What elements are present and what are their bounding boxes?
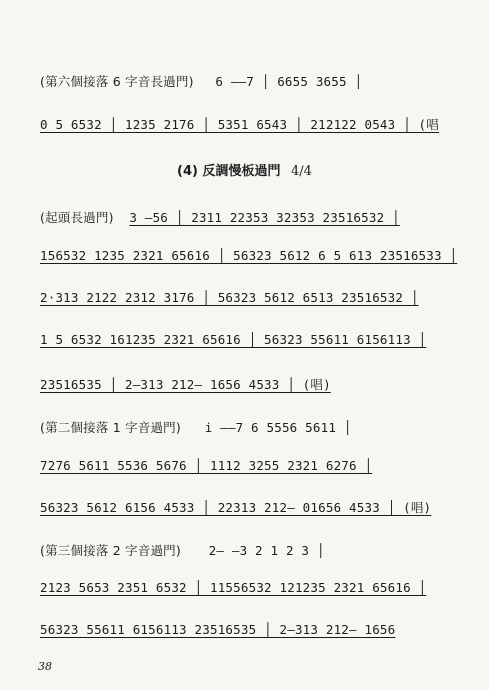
heading-meter: 4/4 (291, 164, 312, 179)
line-notes: 56323 5612 6156 4533 │ 22313 212— 01656 4533 │ (唱) (40, 500, 432, 515)
score-line-1 (40, 72, 440, 90)
section-heading (0, 160, 489, 179)
line-notes: 23516535 │ 2—313 212— 1656 4533 │ (唱) (40, 377, 331, 392)
line-notes: 2·313 2122 2312 3176 │ 56323 5612 6513 23516532 │ (40, 290, 419, 305)
line-lead: (第六個接落 6 字音長過門) (40, 74, 194, 89)
page-number: 38 (38, 660, 52, 673)
line-lead: (起頭長過門) (40, 210, 114, 225)
score-line-3 (40, 208, 440, 226)
line-lead: (第三個接落 2 字音過門) (40, 543, 181, 558)
line-notes: 56323 55611 6156113 23516535 │ 2—313 212— 1656 (40, 622, 396, 637)
line-notes: 2— —3 2 1 2 3 │ (208, 543, 325, 558)
score-line-12 (40, 580, 440, 595)
score-line-4 (40, 248, 458, 263)
heading-label: (4) 反調慢板過門 (177, 164, 281, 179)
line-notes: i ——7 6 5556 5611 │ (204, 420, 352, 435)
line-notes: 3 —56 │ 2311 22353 32353 23516532 │ (129, 210, 400, 225)
score-line-11 (40, 541, 440, 559)
score-line-13 (40, 622, 440, 637)
score-line-7 (40, 375, 440, 393)
score-line-10 (40, 498, 440, 516)
line-notes: 7276 5611 5536 5676 │ 1112 3255 2321 6276 │ (40, 458, 373, 473)
line-notes: 0 5 6532 │ 1235 2176 │ 5351 6543 │ 212122 0543 │ (唱 (40, 117, 439, 132)
score-line-2 (40, 115, 440, 133)
score-line-5 (40, 290, 440, 305)
score-line-6 (40, 332, 440, 347)
score-line-8 (40, 418, 440, 436)
score-line-9 (40, 458, 440, 473)
line-lead: (第二個接落 1 字音過門) (40, 420, 181, 435)
line-notes: 2123 5653 2351 6532 │ 11556532 121235 2321 65616 │ (40, 580, 427, 595)
line-notes: 156532 1235 2321 65616 │ 56323 5612 6 5 613 23516533 │ (40, 248, 458, 263)
line-notes: 1 5 6532 161235 2321 65616 │ 56323 55611 6156113 │ (40, 332, 427, 347)
line-notes: 6 ——7 │ 6655 3655 │ (215, 74, 363, 89)
